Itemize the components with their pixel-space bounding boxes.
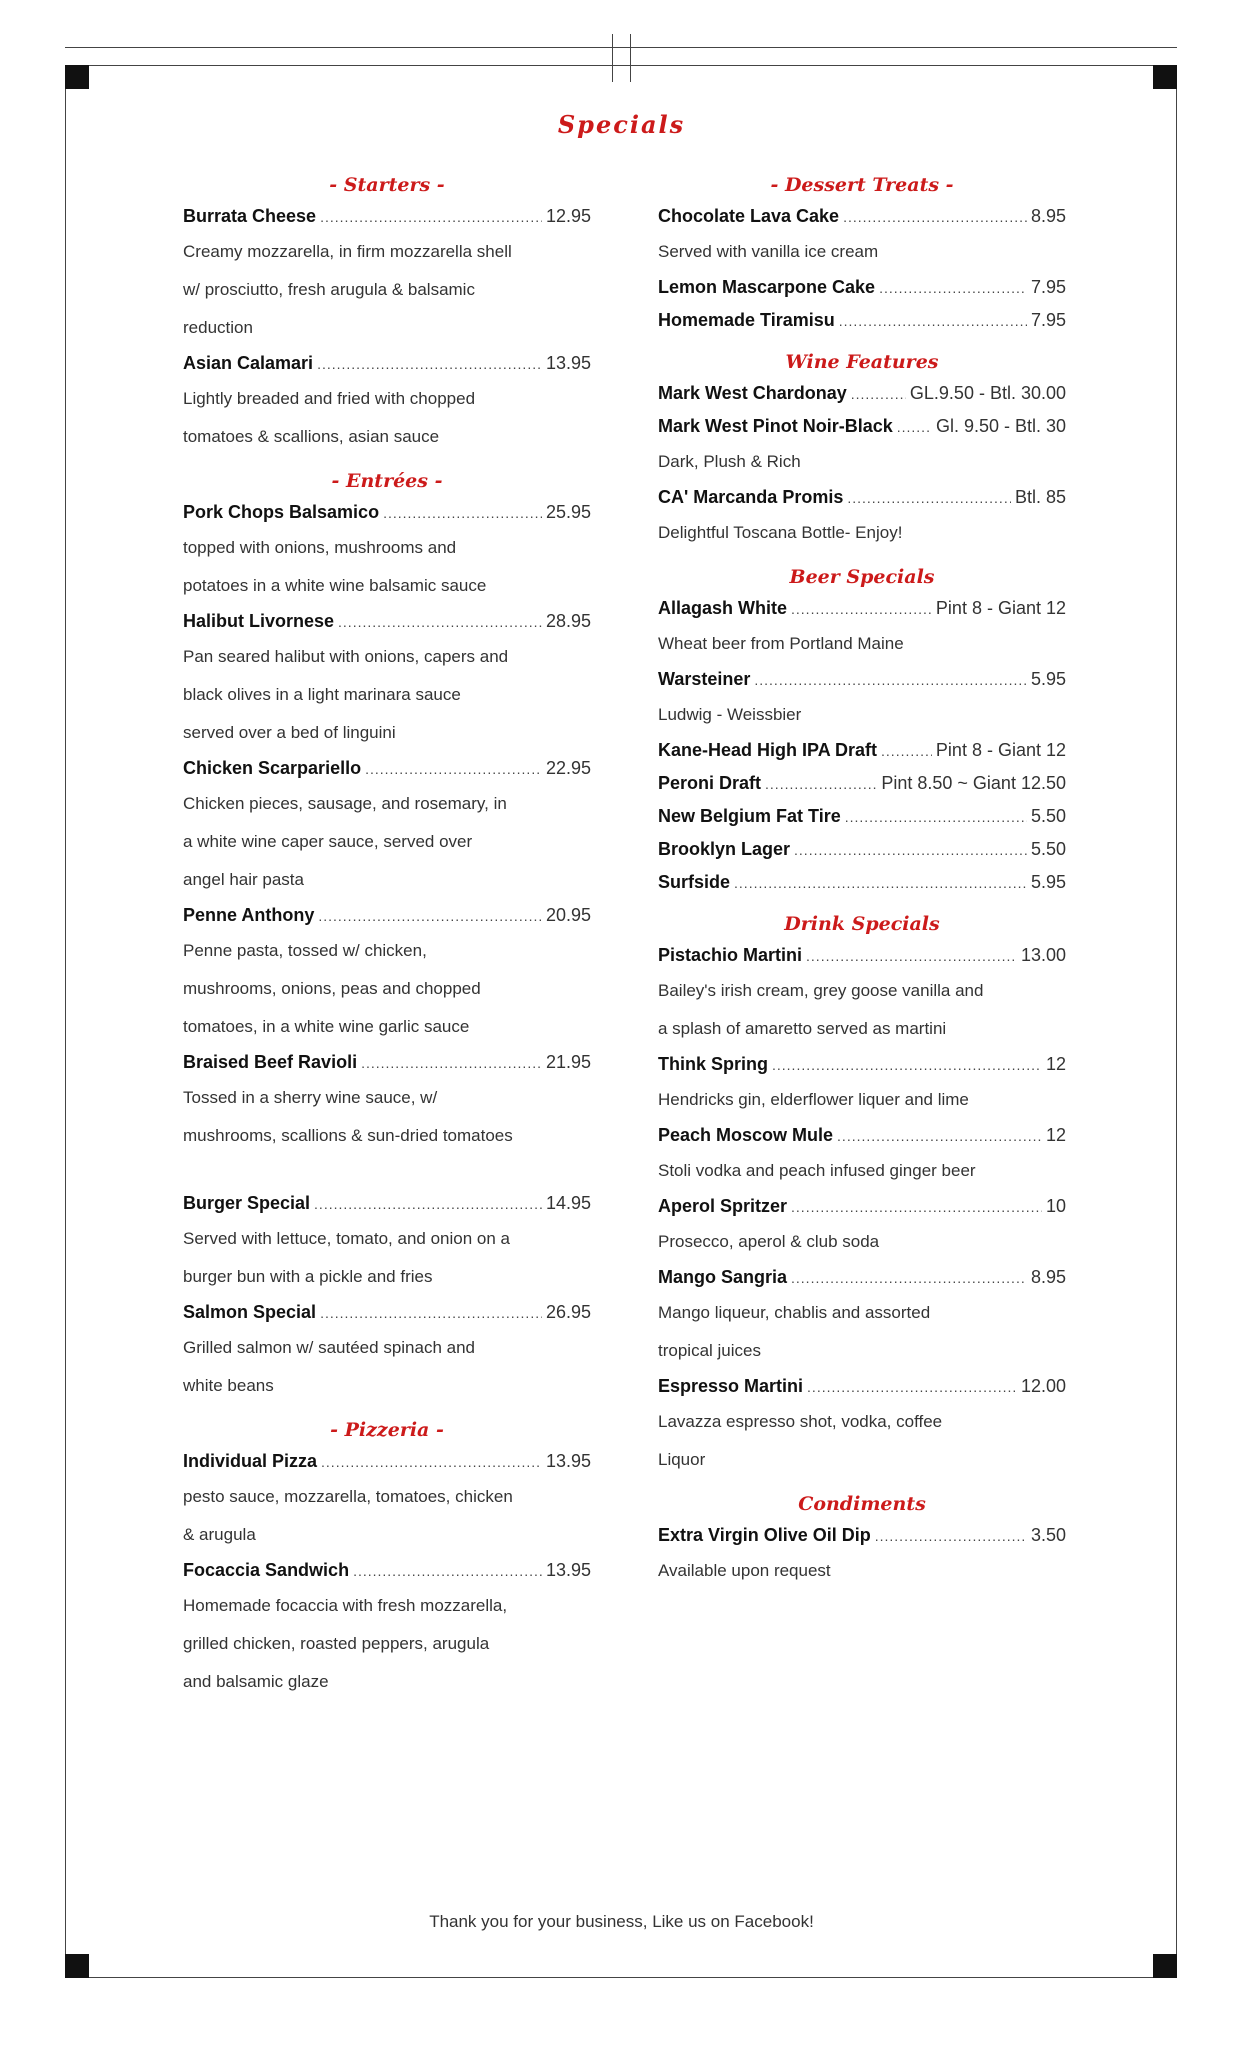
item-description: Penne pasta, tossed w/ chicken, — [183, 941, 427, 960]
menu-item-asian-calamari — [183, 347, 591, 380]
menu-item-pistachio-martini — [658, 939, 1066, 972]
item-price: 13.95 — [545, 353, 591, 373]
menu-item-halibut-livornese — [183, 605, 591, 638]
menu-item-chicken-scarpariello — [183, 752, 591, 785]
section-heading-pizzeria: - Pizzeria - — [330, 1419, 444, 1441]
menu-item-individual-pizza — [183, 1445, 591, 1478]
leader-dots — [845, 801, 1027, 834]
item-description: white beans — [183, 1376, 274, 1395]
item-name: Surfside — [658, 872, 731, 892]
item-description: Liquor — [658, 1450, 706, 1469]
item-description: Bailey's irish cream, grey goose vanilla and — [658, 981, 984, 1000]
leader-dots — [843, 201, 1027, 234]
menu-item-salmon-special — [183, 1296, 591, 1329]
item-price: 7.95 — [1030, 310, 1066, 330]
item-description: Lavazza espresso shot, vodka, coffee — [658, 1412, 943, 1431]
item-price: 25.95 — [545, 502, 591, 522]
item-price: GL.9.50 - Btl. 30.00 — [909, 383, 1066, 403]
item-name: Homemade Tiramisu — [658, 310, 835, 330]
item-price: 21.95 — [545, 1052, 591, 1072]
item-description: pesto sauce, mozzarella, tomatoes, chicken — [183, 1487, 513, 1506]
item-description: Delightful Toscana Bottle- Enjoy! — [658, 523, 903, 542]
item-price: 12 — [1045, 1125, 1066, 1145]
item-description: Served with lettuce, tomato, and onion on a — [183, 1229, 510, 1248]
leader-dots — [317, 348, 542, 381]
item-name: Aperol Spritzer — [658, 1196, 788, 1216]
menu-item-allagash-white — [658, 592, 1066, 625]
item-price: 10 — [1045, 1196, 1066, 1216]
item-price: Gl. 9.50 - Btl. 30 — [935, 416, 1066, 436]
leader-dots — [765, 768, 877, 801]
item-name: Braised Beef Ravioli — [183, 1052, 358, 1072]
item-price: Pint 8 - Giant 12 — [935, 740, 1066, 760]
section-heading-starters: - Starters - — [329, 174, 445, 196]
item-name: Salmon Special — [183, 1302, 317, 1322]
leader-dots — [314, 1188, 542, 1221]
item-description: tropical juices — [658, 1341, 761, 1360]
leader-dots — [338, 606, 542, 639]
item-description: Mango liqueur, chablis and assorted — [658, 1303, 931, 1322]
footer-note: Thank you for your business, Like us on Facebook! — [429, 1912, 814, 1931]
menu-item-focaccia-sandwich — [183, 1554, 591, 1587]
item-name: Burger Special — [183, 1193, 311, 1213]
item-price: 14.95 — [545, 1193, 591, 1213]
item-price: 5.50 — [1030, 806, 1066, 826]
item-price: 3.50 — [1030, 1525, 1066, 1545]
item-name: Chicken Scarpariello — [183, 758, 362, 778]
item-price: Pint 8.50 ~ Giant 12.50 — [881, 773, 1066, 793]
item-name: Warsteiner — [658, 669, 751, 689]
left-column — [183, 170, 591, 1701]
item-price: 26.95 — [545, 1302, 591, 1322]
corner-bottom-left — [65, 1954, 89, 1978]
leader-dots — [897, 411, 932, 444]
menu-item-lemon-mascarpone-cake — [658, 271, 1066, 304]
leader-dots — [875, 1520, 1027, 1553]
item-price: 12.00 — [1020, 1376, 1066, 1396]
menu-item-braised-beef-ravioli — [183, 1046, 591, 1079]
item-description: Prosecco, aperol & club soda — [658, 1232, 880, 1251]
item-description: grilled chicken, roasted peppers, arugula — [183, 1634, 490, 1653]
item-name: Mango Sangria — [658, 1267, 788, 1287]
item-price: 12.95 — [545, 206, 591, 226]
item-name: Chocolate Lava Cake — [658, 206, 840, 226]
item-price: Btl. 85 — [1014, 487, 1066, 507]
item-price: 28.95 — [545, 611, 591, 631]
section-heading-entr-es: - Entrées - — [331, 470, 443, 492]
item-description: tomatoes, in a white wine garlic sauce — [183, 1017, 470, 1036]
menu-item-pork-chops-balsamico — [183, 496, 591, 529]
item-name: Brooklyn Lager — [658, 839, 791, 859]
item-price: 13.00 — [1020, 945, 1066, 965]
leader-dots — [851, 378, 906, 411]
menu-item-ca-marcanda-promis — [658, 481, 1066, 514]
item-price: 20.95 — [545, 905, 591, 925]
leader-dots — [837, 1120, 1042, 1153]
item-name: Halibut Livornese — [183, 611, 335, 631]
item-description: mushrooms, onions, peas and chopped — [183, 979, 481, 998]
item-name: Kane-Head High IPA Draft — [658, 740, 878, 760]
leader-dots — [320, 201, 542, 234]
menu-item-warsteiner — [658, 663, 1066, 696]
leader-dots — [361, 1047, 542, 1080]
leader-dots — [318, 900, 542, 933]
leader-dots — [791, 1262, 1027, 1295]
section-heading-condiments: Condiments — [798, 1493, 926, 1515]
item-name: Pork Chops Balsamico — [183, 502, 380, 522]
page-title: Specials — [557, 110, 686, 139]
item-price: Pint 8 - Giant 12 — [935, 598, 1066, 618]
item-description: w/ prosciutto, fresh arugula & balsamic — [183, 280, 475, 299]
leader-dots — [321, 1446, 542, 1479]
item-price: 8.95 — [1030, 1267, 1066, 1287]
item-description: Homemade focaccia with fresh mozzarella, — [183, 1596, 508, 1615]
item-price: 12 — [1045, 1054, 1066, 1074]
item-name: CA' Marcanda Promis — [658, 487, 844, 507]
leader-dots — [772, 1049, 1042, 1082]
menu-item-think-spring — [658, 1048, 1066, 1081]
corner-top-right — [1153, 65, 1177, 89]
item-name: New Belgium Fat Tire — [658, 806, 841, 826]
menu-item-mark-west-pinot-noir-black — [658, 410, 1066, 443]
corner-bottom-right — [1153, 1954, 1177, 1978]
leader-dots — [839, 305, 1027, 338]
leader-dots — [791, 593, 932, 626]
item-price: 5.50 — [1030, 839, 1066, 859]
menu-item-mark-west-chardonay — [658, 377, 1066, 410]
menu-item-peach-moscow-mule — [658, 1119, 1066, 1152]
top-rule — [65, 47, 1177, 48]
item-name: Allagash White — [658, 598, 788, 618]
menu-item-kane-head-high-ipa-draft — [658, 734, 1066, 767]
item-name: Peach Moscow Mule — [658, 1125, 834, 1145]
item-description: tomatoes & scallions, asian sauce — [183, 427, 440, 446]
item-description: Pan seared halibut with onions, capers and — [183, 647, 509, 666]
item-description: mushrooms, scallions & sun-dried tomatoes — [183, 1126, 513, 1145]
leader-dots — [754, 664, 1027, 697]
item-description: Served with vanilla ice cream — [658, 242, 879, 261]
item-description: Chicken pieces, sausage, and rosemary, in — [183, 794, 507, 813]
menu-item-burrata-cheese — [183, 200, 591, 233]
item-price: 7.95 — [1030, 277, 1066, 297]
item-name: Extra Virgin Olive Oil Dip — [658, 1525, 871, 1545]
leader-dots — [320, 1297, 542, 1330]
item-description: Available upon request — [658, 1561, 831, 1580]
menu-item-espresso-martini — [658, 1370, 1066, 1403]
menu-item-surfside — [658, 866, 1066, 899]
item-description: Dark, Plush & Rich — [658, 452, 801, 471]
item-name: Think Spring — [658, 1054, 768, 1074]
menu-item-burger-special — [183, 1187, 591, 1220]
item-description: Stoli vodka and peach infused ginger beer — [658, 1161, 976, 1180]
item-name: Burrata Cheese — [183, 206, 317, 226]
menu-item-new-belgium-fat-tire — [658, 800, 1066, 833]
item-description: Hendricks gin, elderflower liquer and lime — [658, 1090, 969, 1109]
item-description: & arugula — [183, 1525, 256, 1544]
menu-item-aperol-spritzer — [658, 1190, 1066, 1223]
menu-item-brooklyn-lager — [658, 833, 1066, 866]
item-description: angel hair pasta — [183, 870, 304, 889]
corner-top-left — [65, 65, 89, 89]
menu-item-homemade-tiramisu — [658, 304, 1066, 337]
leader-dots — [353, 1555, 542, 1588]
item-description: a white wine caper sauce, served over — [183, 832, 473, 851]
section-heading-wine-features: Wine Features — [785, 351, 939, 373]
item-description: topped with onions, mushrooms and — [183, 538, 457, 557]
item-description: black olives in a light marinara sauce — [183, 685, 461, 704]
section-heading-beer-specials: Beer Specials — [789, 566, 935, 588]
item-description: and balsamic glaze — [183, 1672, 329, 1691]
item-description: Ludwig - Weissbier — [658, 705, 802, 724]
item-name: Penne Anthony — [183, 905, 315, 925]
leader-dots — [807, 1371, 1017, 1404]
item-name: Espresso Martini — [658, 1376, 804, 1396]
menu-item-chocolate-lava-cake — [658, 200, 1066, 233]
item-description: Grilled salmon w/ sautéed spinach and — [183, 1338, 475, 1357]
menu-item-extra-virgin-olive-oil-dip — [658, 1519, 1066, 1552]
item-description: potatoes in a white wine balsamic sauce — [183, 576, 487, 595]
item-description: Wheat beer from Portland Maine — [658, 634, 904, 653]
item-price: 13.95 — [545, 1451, 591, 1471]
item-name: Mark West Chardonay — [658, 383, 847, 403]
menu-item-penne-anthony — [183, 899, 591, 932]
right-column — [658, 170, 1066, 1590]
item-name: Individual Pizza — [183, 1451, 318, 1471]
item-price: 8.95 — [1030, 206, 1066, 226]
leader-dots — [794, 834, 1027, 867]
item-description: Lightly breaded and fried with chopped — [183, 389, 476, 408]
menu-item-peroni-draft — [658, 767, 1066, 800]
item-price: 13.95 — [545, 1560, 591, 1580]
leader-dots — [879, 272, 1027, 305]
leader-dots — [791, 1191, 1042, 1224]
leader-dots — [847, 482, 1011, 515]
item-description: Creamy mozzarella, in firm mozzarella shell — [183, 242, 512, 261]
item-description: a splash of amaretto served as martini — [658, 1019, 947, 1038]
item-name: Mark West Pinot Noir-Black — [658, 416, 893, 436]
item-description: served over a bed of linguini — [183, 723, 396, 742]
item-name: Lemon Mascarpone Cake — [658, 277, 876, 297]
leader-dots — [365, 753, 542, 786]
spacer — [183, 1155, 591, 1187]
item-price: 5.95 — [1030, 669, 1066, 689]
item-description: burger bun with a pickle and fries — [183, 1267, 433, 1286]
item-price: 5.95 — [1030, 872, 1066, 892]
item-name: Peroni Draft — [658, 773, 762, 793]
item-name: Asian Calamari — [183, 353, 314, 373]
section-heading-drink-specials: Drink Specials — [784, 913, 940, 935]
item-description: Tossed in a sherry wine sauce, w/ — [183, 1088, 438, 1107]
item-name: Focaccia Sandwich — [183, 1560, 350, 1580]
menu-item-mango-sangria — [658, 1261, 1066, 1294]
section-heading-dessert-treats: - Dessert Treats - — [770, 174, 954, 196]
item-name: Pistachio Martini — [658, 945, 803, 965]
item-description: reduction — [183, 318, 253, 337]
leader-dots — [881, 735, 932, 768]
leader-dots — [734, 867, 1027, 900]
item-price: 22.95 — [545, 758, 591, 778]
leader-dots — [806, 940, 1017, 973]
leader-dots — [383, 497, 542, 530]
